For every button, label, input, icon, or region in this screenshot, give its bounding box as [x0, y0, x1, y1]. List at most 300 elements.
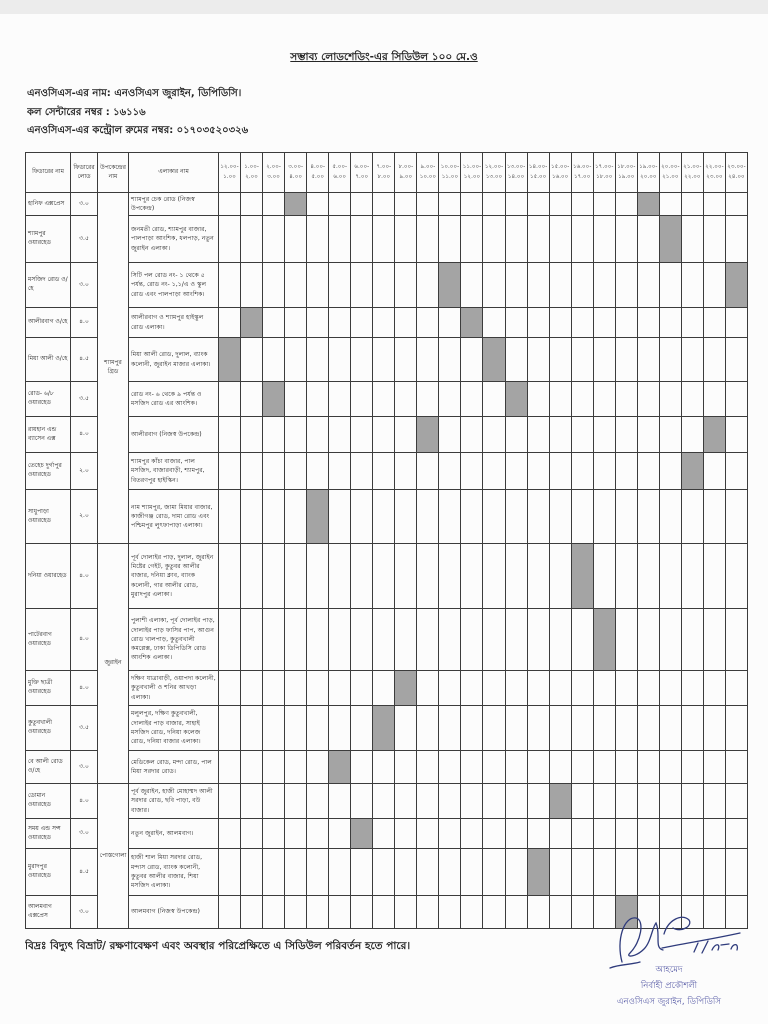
hour-cell [461, 706, 483, 751]
hour-cell [417, 671, 439, 706]
hour-cell [682, 263, 704, 308]
hour-cell [726, 784, 748, 819]
area-cell-text: মিয়া আলী রোড, দুলাল, ব্যাংক কলোনী, জুরাইন মাজার এলাকা। [131, 351, 211, 368]
time-slot-header-text: ১৫.০০ [529, 173, 547, 180]
hour-cell [307, 849, 329, 896]
feeder-name-cell [26, 544, 71, 609]
area-cell-text: নতুন জুরাইন, আলমবাগ। [131, 829, 194, 837]
feeder-name-cell [26, 216, 71, 263]
hour-cell [439, 819, 461, 849]
feeder-name-cell-text: রায়হান এন্ড ব্যাসেন এক্স [28, 425, 57, 442]
hour-cell [726, 609, 748, 671]
time-slot-header-text: ১.০০ [223, 173, 236, 180]
hour-cell [285, 849, 307, 896]
hour-cell [616, 609, 638, 671]
hour-cell [616, 216, 638, 263]
hour-cell [638, 417, 660, 453]
area-cell-text: আলীরবাগ ও শ্যামপুর হাইস্কুল রোড এলাকা। [131, 314, 204, 331]
area-cell-text: আলমবাগ (নিজস্ব উপকেন্দ্র) [131, 908, 200, 916]
hour-cell [329, 382, 351, 417]
hour-cell [351, 453, 373, 490]
hour-cell [704, 193, 726, 216]
hour-cell [682, 706, 704, 751]
feeder-name-cell [26, 671, 71, 706]
hour-cell [439, 706, 461, 751]
feeder-load-cell-text: ৩.০ [79, 762, 89, 770]
hour-cell [285, 896, 307, 929]
hour-cell [461, 263, 483, 308]
hour-cell [417, 382, 439, 417]
hour-cell [506, 193, 528, 216]
hour-cell [285, 784, 307, 819]
hour-cell [506, 671, 528, 706]
hour-cell [439, 609, 461, 671]
hour-cell [285, 819, 307, 849]
hour-cell [373, 382, 395, 417]
feeder-load-cell-text: ৩.০ [79, 829, 89, 837]
area-cell [129, 849, 219, 896]
hour-cell [528, 784, 550, 819]
hour-cell [550, 819, 572, 849]
hour-cell [417, 751, 439, 784]
hour-cell [660, 544, 682, 609]
hour-cell [373, 417, 395, 453]
hour-cell [219, 382, 241, 417]
feeder-name-cell-text: মসজিদ রোড ও/হে [28, 276, 68, 292]
hour-cell [550, 417, 572, 453]
hour-cell [263, 417, 285, 453]
hour-cell [726, 308, 748, 338]
hour-cell [263, 338, 285, 382]
hour-cell [682, 382, 704, 417]
hour-cell [373, 784, 395, 819]
hour-cell [351, 671, 373, 706]
hour-cell [241, 706, 263, 751]
area-cell-text: মেডিকেল রোড, মন্দা রোড, পাল মিয়া সরদার রোড। [131, 758, 212, 775]
hour-cell [660, 609, 682, 671]
hour-cell [616, 308, 638, 338]
hour-cell [594, 706, 616, 751]
hour-cell [395, 193, 417, 216]
hour-cell [329, 784, 351, 819]
time-slot-header-text: ২১.০০- [683, 164, 702, 170]
hour-cell [263, 453, 285, 490]
noc-name-line: এনওসিএস-এর নাম: এনওসিএস জুরাইন, ডিপিডিসি। [27, 88, 242, 99]
header-substation-name [98, 153, 129, 193]
time-slot-header [285, 153, 307, 193]
hour-cell [263, 751, 285, 784]
hour-cell [285, 263, 307, 308]
hour-cell [461, 819, 483, 849]
shed-hour-cell [660, 216, 682, 263]
time-slot-header [373, 153, 395, 193]
hour-cell [285, 706, 307, 751]
hour-cell [616, 417, 638, 453]
signature-stroke [664, 917, 690, 934]
feeder-load-cell-text: ৪.৫ [79, 867, 89, 875]
shed-hour-cell [329, 751, 351, 784]
area-cell-text: সিটি পল রোড নং- ১ থেকে ৫ পর্যন্ত, রোড নং- ১,১/এ ও স্কুল রোড এবং পালপাড়া আংশিক। [131, 272, 207, 298]
hour-cell [660, 849, 682, 896]
hour-cell [241, 671, 263, 706]
hour-cell [241, 751, 263, 784]
shed-hour-cell [572, 544, 594, 609]
shed-hour-cell [528, 849, 550, 896]
hour-cell [263, 784, 285, 819]
hour-cell [483, 490, 505, 544]
hour-cell [373, 338, 395, 382]
feeder-name-cell [26, 784, 71, 819]
hour-cell [550, 751, 572, 784]
hour-cell [528, 193, 550, 216]
time-slot-header-text: ১৩.০০- [506, 164, 526, 170]
time-slot-header-text: ৭.০০- [376, 164, 392, 170]
hour-cell [263, 671, 285, 706]
hour-cell [263, 896, 285, 929]
hour-cell [219, 849, 241, 896]
signature-stroke [620, 918, 663, 962]
feeder-name-cell-text: কুতুবখালী ওয়ারহেড [28, 719, 52, 735]
feeder-load-cell [71, 544, 98, 609]
hour-cell [483, 216, 505, 263]
hour-cell [483, 193, 505, 216]
hour-cell [395, 263, 417, 308]
hour-cell [572, 193, 594, 216]
time-slot-header-text: ২৪.০০ [728, 173, 745, 180]
feeder-name-cell-text: সময় এন্ড সন্স ওয়ারহেড [28, 824, 61, 841]
hour-cell [616, 193, 638, 216]
hour-cell [638, 849, 660, 896]
hour-cell [373, 751, 395, 784]
hour-cell [395, 490, 417, 544]
hour-cell [417, 784, 439, 819]
hour-cell [660, 490, 682, 544]
time-slot-header [263, 153, 285, 193]
hour-cell [263, 216, 285, 263]
time-slot-header [417, 153, 439, 193]
hour-cell [594, 819, 616, 849]
time-slot-header-text: ৮.০০ [377, 173, 391, 180]
control-room-line: এনওসিএস-এর কন্ট্রোল রুমের নম্বর: ০১৭০৩৫২০৩২৬ [27, 125, 249, 136]
substation-cell-text: জুরাইন [104, 659, 122, 667]
hour-cell [373, 216, 395, 263]
hour-cell [219, 453, 241, 490]
feeder-name-cell [26, 193, 71, 216]
hour-cell [373, 193, 395, 216]
hour-cell [660, 417, 682, 453]
time-slot-header-text: ৯.০০ [399, 173, 413, 180]
feeder-name-cell [26, 751, 71, 784]
time-slot-header-text: ৯.০০- [420, 164, 436, 170]
hour-cell [616, 671, 638, 706]
signature-stroke [662, 933, 740, 948]
hour-cell [726, 671, 748, 706]
time-slot-header-text: ১১.০০ [441, 173, 459, 180]
hour-cell [483, 819, 505, 849]
hour-cell [638, 671, 660, 706]
hour-cell [417, 193, 439, 216]
feeder-load-cell-text: ৪.০ [79, 683, 89, 691]
feeder-load-cell-text: ৩.০ [79, 280, 89, 288]
hour-cell [329, 896, 351, 929]
hour-cell [550, 263, 572, 308]
hour-cell [704, 784, 726, 819]
hour-cell [726, 819, 748, 849]
hour-cell [483, 453, 505, 490]
feeder-load-cell-text: ৩.০ [79, 907, 89, 915]
hour-cell [528, 417, 550, 453]
feeder-name-cell [26, 453, 71, 490]
hour-cell [638, 544, 660, 609]
hour-cell [329, 849, 351, 896]
hour-cell [550, 338, 572, 382]
hour-cell [219, 671, 241, 706]
feeder-load-cell-text: ৪.০ [79, 430, 89, 438]
footer-note: বিদ্রঃ বিদ্যুৎ বিভ্রাট/ রক্ষণাবেক্ষণ এবং অবস্থার পরিপ্রেক্ষিতে এ সিডিউল পরিবর্তন হতে পারে। [25, 940, 411, 952]
feeder-name-cell [26, 308, 71, 338]
hour-cell [483, 263, 505, 308]
hour-cell [572, 896, 594, 929]
time-slot-header-text: ১২.০০- [484, 164, 504, 170]
hour-cell [461, 849, 483, 896]
shed-hour-cell [307, 490, 329, 544]
time-slot-header [395, 153, 417, 193]
hour-cell [550, 896, 572, 929]
hour-cell [483, 896, 505, 929]
hour-cell [682, 671, 704, 706]
header-feeder-load-text: ফিডারের লোড [73, 163, 95, 180]
hour-cell [329, 338, 351, 382]
hour-cell [241, 216, 263, 263]
hour-cell [638, 490, 660, 544]
time-slot-header-text: ৪.০০ [289, 173, 302, 180]
feeder-load-cell-text: ৪.০ [79, 571, 89, 579]
feeder-name-cell-text: আলীরবাগ ও/হে [28, 318, 68, 326]
hour-cell [550, 193, 572, 216]
hour-cell [241, 609, 263, 671]
hour-cell [241, 338, 263, 382]
hour-cell [506, 263, 528, 308]
hour-cell [704, 609, 726, 671]
stamp-designation: নির্বাহী প্রকৌশলী [640, 981, 698, 992]
hour-cell [219, 417, 241, 453]
area-cell-text: পুলাশী এলাকা, পূর্ব দোলাইর পাড়, দোলাইর পাড় ফাসির পাপ, আগুন রোড খালপাড়, কুতুবখালী কমপ্লেক্স, ঢাকা ডিপিডিসি রোড আংশিক এলাকা। [131, 617, 215, 662]
hour-cell [638, 609, 660, 671]
time-slot-header-text: ১৮.০০- [617, 164, 636, 170]
hour-cell [726, 382, 748, 417]
hour-cell [461, 671, 483, 706]
hour-cell [594, 453, 616, 490]
hour-cell [329, 216, 351, 263]
official-stamp [604, 962, 734, 1010]
hour-cell [704, 338, 726, 382]
hour-cell [439, 849, 461, 896]
stamp-name: আহমেদ [655, 965, 683, 975]
hour-cell [704, 849, 726, 896]
shed-hour-cell [726, 263, 748, 308]
hour-cell [241, 896, 263, 929]
time-slot-header-text: ৭.০০ [355, 173, 369, 180]
shed-hour-cell [373, 706, 395, 751]
hour-cell [461, 193, 483, 216]
hour-cell [704, 819, 726, 849]
hour-cell [616, 382, 638, 417]
area-cell [129, 784, 219, 819]
area-cell [129, 819, 219, 849]
hour-cell [351, 609, 373, 671]
hour-cell [285, 751, 307, 784]
hour-cell [726, 417, 748, 453]
hour-cell [506, 216, 528, 263]
area-cell-text: নাম শ্যামপুর, জামা মিয়ার বাজার, কাজীগঞ্জ রোড, দামা রোড এবং পশ্চিমপুর লুৎফাপাড়া এলাকা। [131, 503, 213, 530]
hour-cell [616, 751, 638, 784]
hour-cell [704, 671, 726, 706]
time-slot-header-text: ১২.০০- [220, 164, 239, 170]
shed-hour-cell [506, 382, 528, 417]
hour-cell [483, 382, 505, 417]
hour-cell [616, 453, 638, 490]
area-cell [129, 417, 219, 453]
hour-cell [528, 671, 550, 706]
hour-cell [682, 609, 704, 671]
document-title [0, 50, 768, 67]
feeder-load-cell [71, 490, 98, 544]
hour-cell [395, 751, 417, 784]
hour-cell [351, 308, 373, 338]
hour-cell [594, 216, 616, 263]
hour-cell [682, 417, 704, 453]
hour-cell [638, 706, 660, 751]
hour-cell [726, 193, 748, 216]
time-slot-header-text: ৬.০০ [333, 173, 347, 180]
hour-cell [329, 819, 351, 849]
hour-cell [660, 338, 682, 382]
hour-cell [329, 490, 351, 544]
hour-cell [550, 490, 572, 544]
time-slot-header-text: ১৪.০০ [507, 173, 525, 180]
hour-cell [506, 819, 528, 849]
time-slot-header [329, 153, 351, 193]
hour-cell [506, 308, 528, 338]
hour-cell [528, 751, 550, 784]
hour-cell [285, 308, 307, 338]
hour-cell [329, 417, 351, 453]
hour-cell [351, 193, 373, 216]
hour-cell [616, 784, 638, 819]
hour-cell [439, 338, 461, 382]
feeder-load-cell-text: ৪.০ [79, 635, 89, 643]
shed-hour-cell [483, 338, 505, 382]
area-cell-text: আলীরবাগ (নিজস্ব উপকেন্দ্র) [131, 430, 202, 438]
hour-cell [395, 453, 417, 490]
hour-cell [307, 671, 329, 706]
hour-cell [616, 706, 638, 751]
hour-cell [417, 453, 439, 490]
feeder-load-cell [71, 706, 98, 751]
hour-cell [704, 706, 726, 751]
hour-cell [528, 216, 550, 263]
feeder-name-cell-text: মিয়া আলী ও/হে [28, 355, 68, 363]
hour-cell [439, 417, 461, 453]
hour-cell [483, 849, 505, 896]
time-slot-header-text: ১৮.০০ [596, 173, 613, 180]
hour-cell [506, 544, 528, 609]
hour-cell [263, 706, 285, 751]
hour-cell [572, 417, 594, 453]
hour-cell [351, 784, 373, 819]
hour-cell [638, 784, 660, 819]
hour-cell [550, 609, 572, 671]
hour-cell [594, 751, 616, 784]
hour-cell [704, 382, 726, 417]
feeder-load-cell [71, 849, 98, 896]
hour-cell [461, 784, 483, 819]
hour-cell [506, 896, 528, 929]
hour-cell [439, 671, 461, 706]
hour-cell [594, 490, 616, 544]
hour-cell [550, 671, 572, 706]
hour-cell [351, 751, 373, 784]
feeder-name-cell-text: মুক্তি ছাত্রী ওয়ারহেড [28, 679, 53, 695]
hour-cell [660, 308, 682, 338]
time-slot-header [550, 153, 572, 193]
hour-cell [285, 490, 307, 544]
call-center-line: কল সেন্টারের নম্বর : ১৬১১৬ [27, 107, 146, 118]
hour-cell [263, 193, 285, 216]
hour-cell [417, 308, 439, 338]
area-cell-text: মলুলপুর, দক্ষিণ কুতুবখালী, দোলাইর পাড় বাজার, সাহাই মসজিদ রোড, দনিয়া কলেজ রোড, দনিয়া বাজার এলাকা। [131, 710, 201, 746]
hour-cell [461, 417, 483, 453]
time-slot-header [726, 153, 748, 193]
area-cell-text: জনমতী রোড, শ্যামপুর বাজার, পালপাড়া আংশিক, ধলপাড়, নতুন জুরাইন এলাকা। [131, 226, 214, 252]
time-slot-header-text: ২০.০০ [640, 173, 657, 180]
hour-cell [219, 216, 241, 263]
hour-cell [263, 308, 285, 338]
hour-cell [219, 544, 241, 609]
hour-cell [506, 751, 528, 784]
area-cell-text: হাজী শাল মিয়া সরদার রোড, মন্দাস রোড, ব্যাংক কলোনী, কুতুবর আলীর বাজার, শিয়া মসজিদ এলাকা। [131, 854, 203, 890]
area-cell [129, 453, 219, 490]
feeder-name-cell [26, 849, 71, 896]
hour-cell [307, 706, 329, 751]
hour-cell [528, 382, 550, 417]
hour-cell [373, 671, 395, 706]
time-slot-header-text: ৩.০০ [267, 173, 280, 180]
area-cell-text: পূর্ব জুরাইন, হাজী মোহাম্মদ আলী সরদার রোড, ছবি পাড়া, বউ বাজার। [131, 788, 213, 814]
feeder-load-cell-text: ২.০ [79, 466, 89, 474]
feeder-load-cell [71, 896, 98, 929]
hour-cell [373, 263, 395, 308]
hour-cell [638, 263, 660, 308]
hour-cell [439, 490, 461, 544]
hour-cell [307, 453, 329, 490]
hour-cell [417, 896, 439, 929]
area-cell [129, 544, 219, 609]
hour-cell [682, 751, 704, 784]
area-cell [129, 706, 219, 751]
hour-cell [550, 706, 572, 751]
hour-cell [417, 819, 439, 849]
hour-cell [307, 784, 329, 819]
hour-cell [307, 193, 329, 216]
hour-cell [660, 193, 682, 216]
hour-cell [241, 784, 263, 819]
shed-hour-cell [351, 819, 373, 849]
hour-cell [528, 308, 550, 338]
hour-cell [572, 751, 594, 784]
hour-cell [439, 453, 461, 490]
time-slot-header-text: ৫.০০- [332, 164, 348, 170]
